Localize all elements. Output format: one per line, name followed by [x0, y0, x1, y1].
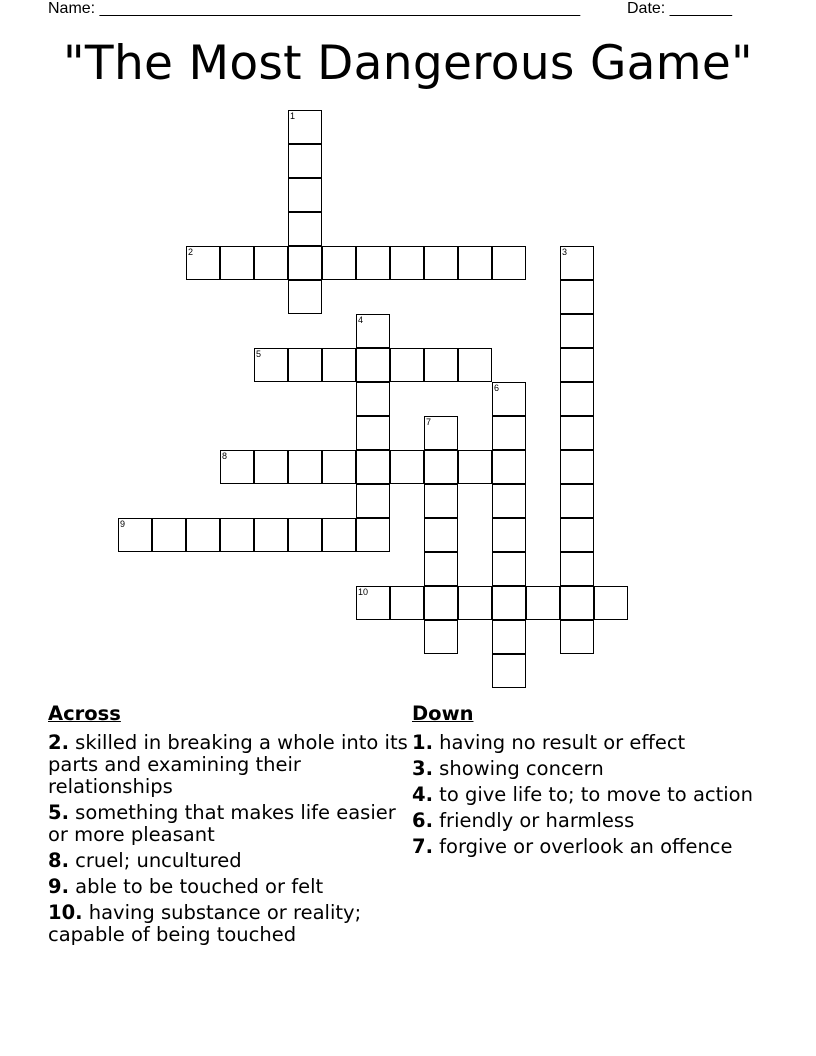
cell-number: 4 [358, 315, 364, 325]
clue-number: 10. [48, 901, 83, 924]
grid-cell[interactable] [560, 280, 594, 314]
grid-cell[interactable] [254, 450, 288, 484]
clue-number: 6. [412, 809, 433, 832]
grid-cell[interactable] [492, 450, 526, 484]
grid-cell[interactable] [356, 314, 390, 348]
grid-cell[interactable] [186, 518, 220, 552]
clue-number: 8. [48, 849, 69, 872]
grid-cell[interactable] [424, 484, 458, 518]
cell-number: 8 [222, 451, 228, 461]
clue-text: friendly or harmless [432, 809, 635, 832]
grid-cell[interactable] [560, 246, 594, 280]
grid-cell[interactable] [492, 484, 526, 518]
clue-item [412, 836, 772, 858]
clue-item [412, 784, 772, 806]
grid-cell[interactable] [356, 484, 390, 518]
clue-item [48, 850, 410, 872]
grid-cell[interactable] [594, 586, 628, 620]
grid-cell[interactable] [356, 518, 390, 552]
grid-cell[interactable] [492, 246, 526, 280]
grid-cell[interactable] [492, 586, 526, 620]
clue-number: 1. [412, 731, 433, 754]
grid-cell[interactable] [492, 654, 526, 688]
clue-number: 7. [412, 835, 433, 858]
grid-cell[interactable] [458, 450, 492, 484]
clue-text: showing concern [432, 757, 604, 780]
clue-text: to give life to; to move to action [432, 783, 753, 806]
cell-number: 7 [426, 417, 432, 427]
grid-cell[interactable] [356, 416, 390, 450]
cell-number: 6 [494, 383, 500, 393]
clue-item [48, 802, 410, 846]
down-heading: Down [412, 702, 474, 725]
grid-cell[interactable] [492, 518, 526, 552]
clue-item [48, 732, 410, 798]
clue-text: having substance or reality; capable of being touched [48, 901, 362, 946]
grid-cell[interactable] [288, 348, 322, 382]
grid-cell[interactable] [356, 382, 390, 416]
clue-number: 9. [48, 875, 69, 898]
grid-cell[interactable] [322, 518, 356, 552]
grid-cell[interactable] [390, 348, 424, 382]
grid-cell[interactable] [492, 416, 526, 450]
grid-cell[interactable] [560, 382, 594, 416]
clue-text: able to be touched or felt [68, 875, 324, 898]
grid-cell[interactable] [560, 518, 594, 552]
grid-cell[interactable] [356, 450, 390, 484]
grid-cell[interactable] [254, 246, 288, 280]
cell-number: 1 [290, 111, 296, 121]
grid-cell[interactable] [288, 212, 322, 246]
clue-item [48, 902, 410, 946]
grid-cell[interactable] [424, 416, 458, 450]
grid-cell[interactable] [424, 450, 458, 484]
grid-cell[interactable] [560, 450, 594, 484]
cell-number: 3 [562, 247, 568, 257]
grid-cell[interactable] [560, 314, 594, 348]
grid-cell[interactable] [560, 484, 594, 518]
grid-cell[interactable] [322, 348, 356, 382]
clue-number: 2. [48, 731, 69, 754]
grid-cell[interactable] [560, 620, 594, 654]
grid-cell[interactable] [322, 246, 356, 280]
cell-number: 9 [120, 519, 126, 529]
grid-cell[interactable] [220, 518, 254, 552]
grid-cell[interactable] [356, 586, 390, 620]
cell-number: 2 [188, 247, 194, 257]
grid-cell[interactable] [220, 246, 254, 280]
grid-cell[interactable] [390, 450, 424, 484]
grid-cell[interactable] [118, 518, 152, 552]
clue-number: 3. [412, 757, 433, 780]
across-heading: Across [48, 702, 121, 725]
grid-cell[interactable] [288, 450, 322, 484]
grid-cell[interactable] [220, 450, 254, 484]
grid-cell[interactable] [186, 246, 220, 280]
grid-cell[interactable] [288, 178, 322, 212]
across-clues [48, 702, 410, 950]
grid-cell[interactable] [288, 280, 322, 314]
grid-cell[interactable] [424, 586, 458, 620]
clue-text: something that makes life easier or more pleasant [48, 801, 396, 846]
clue-item [412, 810, 772, 832]
clue-item [48, 876, 410, 898]
grid-cell[interactable] [356, 348, 390, 382]
cell-number: 10 [358, 587, 369, 597]
grid-cell[interactable] [288, 144, 322, 178]
grid-cell[interactable] [492, 382, 526, 416]
grid-cell[interactable] [254, 518, 288, 552]
cell-number: 5 [256, 349, 262, 359]
grid-cell[interactable] [322, 450, 356, 484]
grid-cell[interactable] [526, 586, 560, 620]
clue-text: having no result or effect [432, 731, 686, 754]
grid-cell[interactable] [390, 586, 424, 620]
grid-cell[interactable] [560, 586, 594, 620]
grid-cell[interactable] [458, 586, 492, 620]
grid-cell[interactable] [560, 348, 594, 382]
clue-item [412, 758, 772, 780]
puzzle-title: "The Most Dangerous Game" [63, 36, 753, 91]
grid-cell[interactable] [424, 552, 458, 586]
grid-cell[interactable] [288, 246, 322, 280]
down-clues [412, 702, 772, 862]
grid-cell[interactable] [458, 246, 492, 280]
date-field[interactable]: Date: _______ [627, 0, 732, 17]
grid-cell[interactable] [492, 552, 526, 586]
grid-cell[interactable] [356, 246, 390, 280]
grid-cell[interactable] [152, 518, 186, 552]
grid-cell[interactable] [254, 348, 288, 382]
grid-cell[interactable] [390, 246, 424, 280]
clue-number: 4. [412, 783, 433, 806]
clue-text: skilled in breaking a whole into its parts and examining their relationships [48, 731, 408, 798]
grid-cell[interactable] [424, 620, 458, 654]
clue-text: cruel; uncultured [68, 849, 242, 872]
grid-cell[interactable] [288, 518, 322, 552]
grid-cell[interactable] [492, 620, 526, 654]
grid-cell[interactable] [424, 348, 458, 382]
grid-cell[interactable] [560, 416, 594, 450]
grid-cell[interactable] [424, 518, 458, 552]
clue-item [412, 732, 772, 754]
grid-cell[interactable] [458, 348, 492, 382]
grid-cell[interactable] [424, 246, 458, 280]
clue-number: 5. [48, 801, 69, 824]
clue-text: forgive or overlook an offence [432, 835, 733, 858]
grid-cell[interactable] [560, 552, 594, 586]
grid-cell[interactable] [288, 110, 322, 144]
name-field[interactable]: Name: ______________________________________________________ [48, 0, 581, 17]
